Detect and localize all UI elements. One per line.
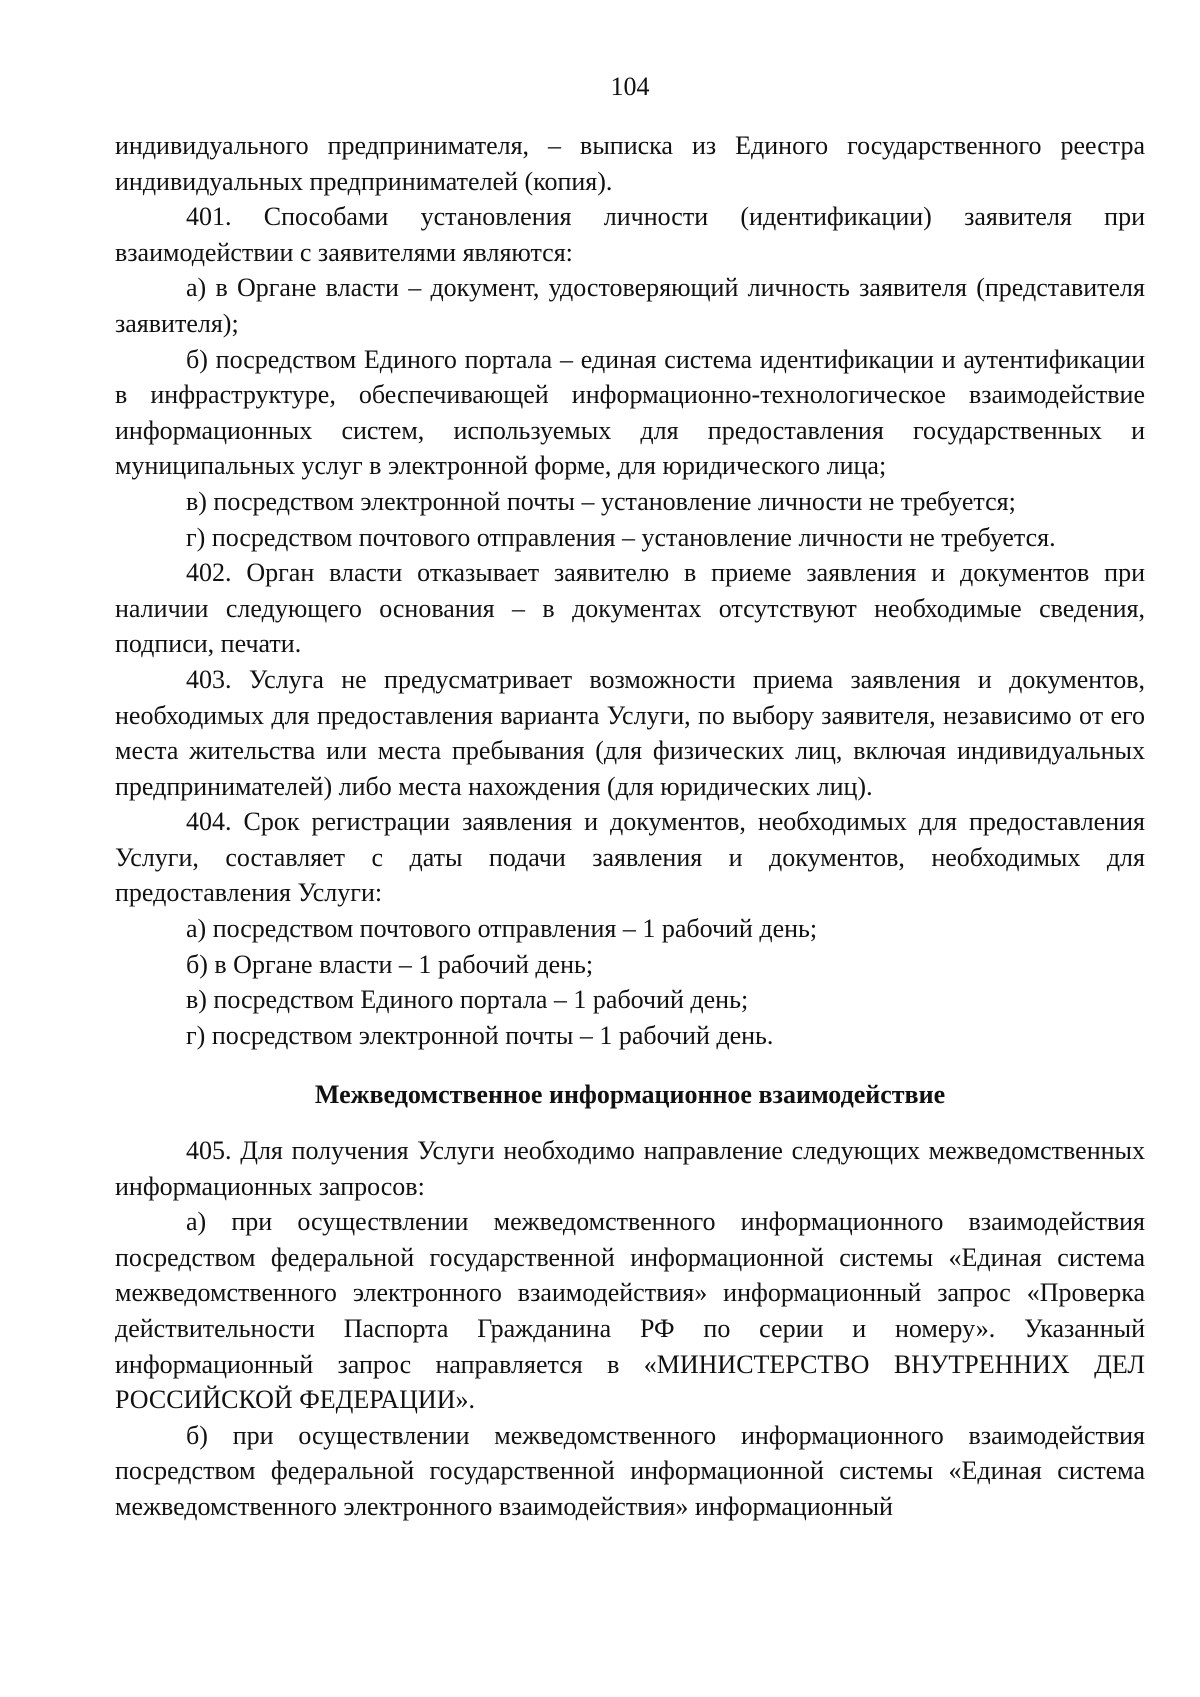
list-item-401-b: б) посредством Единого портала – единая система идентификации и аутентификации в инфраструктуре, обеспечивающей информационно-технологическое взаимодействие информационных систем, используемых для предоставления государственных и муниципальных услуг в электронной форме, для юридического лица; [115,344,1145,481]
paragraph-401: 401. Способами установления личности (идентификации) заявителя при взаимодействии с заявителями являются: [115,202,1145,267]
page-number: 104 [610,72,650,101]
list-item-404-b: б) в Органе власти – 1 рабочий день; [186,949,594,979]
list-item-405-b: б) при осуществлении межведомственного информационного взаимодействия посредством федеральной государственной информационной системы «Единая система межведомственного электронного взаимодействия» информационный [115,1420,1145,1521]
list-item-401-g: г) посредством почтового отправления – установление личности не требуется. [186,522,1056,552]
list-item-401-v: в) посредством электронной почты – установление личности не требуется; [186,486,1016,516]
list-item-401-a: а) в Органе власти – документ, удостоверяющий личность заявителя (представителя заявителя); [115,273,1145,338]
section-heading: Межведомственное информационное взаимодействие [314,1080,946,1110]
paragraph-continuation: индивидуального предпринимателя, – выписка из Единого государственного реестра индивидуальных предпринимателей (копия). [115,131,1145,196]
document-body [115,128,1145,1525]
list-item-405-a: а) при осуществлении межведомственного информационного взаимодействия посредством федеральной государственной информационной системы «Единая система межведомственного электронного взаимодействия» информационный запрос «Проверка действительности Паспорта Гражданина РФ по серии и номеру». Указанный информационный запрос направляется в «МИНИСТЕРСТВО ВНУТРЕННИХ ДЕЛ РОССИЙСКОЙ ФЕДЕРАЦИИ». [115,1207,1145,1415]
list-item-404-v: в) посредством Единого портала – 1 рабочий день; [186,985,749,1015]
paragraph-402: 402. Орган власти отказывает заявителю в приеме заявления и документов при наличии следующего основания – в документах отсутствуют необходимые сведения, подписи, печати. [115,558,1145,659]
paragraph-405: 405. Для получения Услуги необходимо направление следующих межведомственных информационных запросов: [115,1136,1145,1201]
paragraph-403: 403. Услуга не предусматривает возможности приема заявления и документов, необходимых для предоставления варианта Услуги, по выбору заявителя, независимо от его места жительства или места пребывания (для физических лиц, включая индивидуальных предпринимателей) либо места нахождения (для юридических лиц). [115,664,1145,801]
list-item-404-g: г) посредством электронной почты – 1 рабочий день. [186,1020,774,1050]
paragraph-404: 404. Срок регистрации заявления и документов, необходимых для предоставления Услуги, составляет с даты подачи заявления и документов, необходимых для предоставления Услуги: [115,807,1145,908]
list-item-404-a: а) посредством почтового отправления – 1 рабочий день; [186,914,818,944]
